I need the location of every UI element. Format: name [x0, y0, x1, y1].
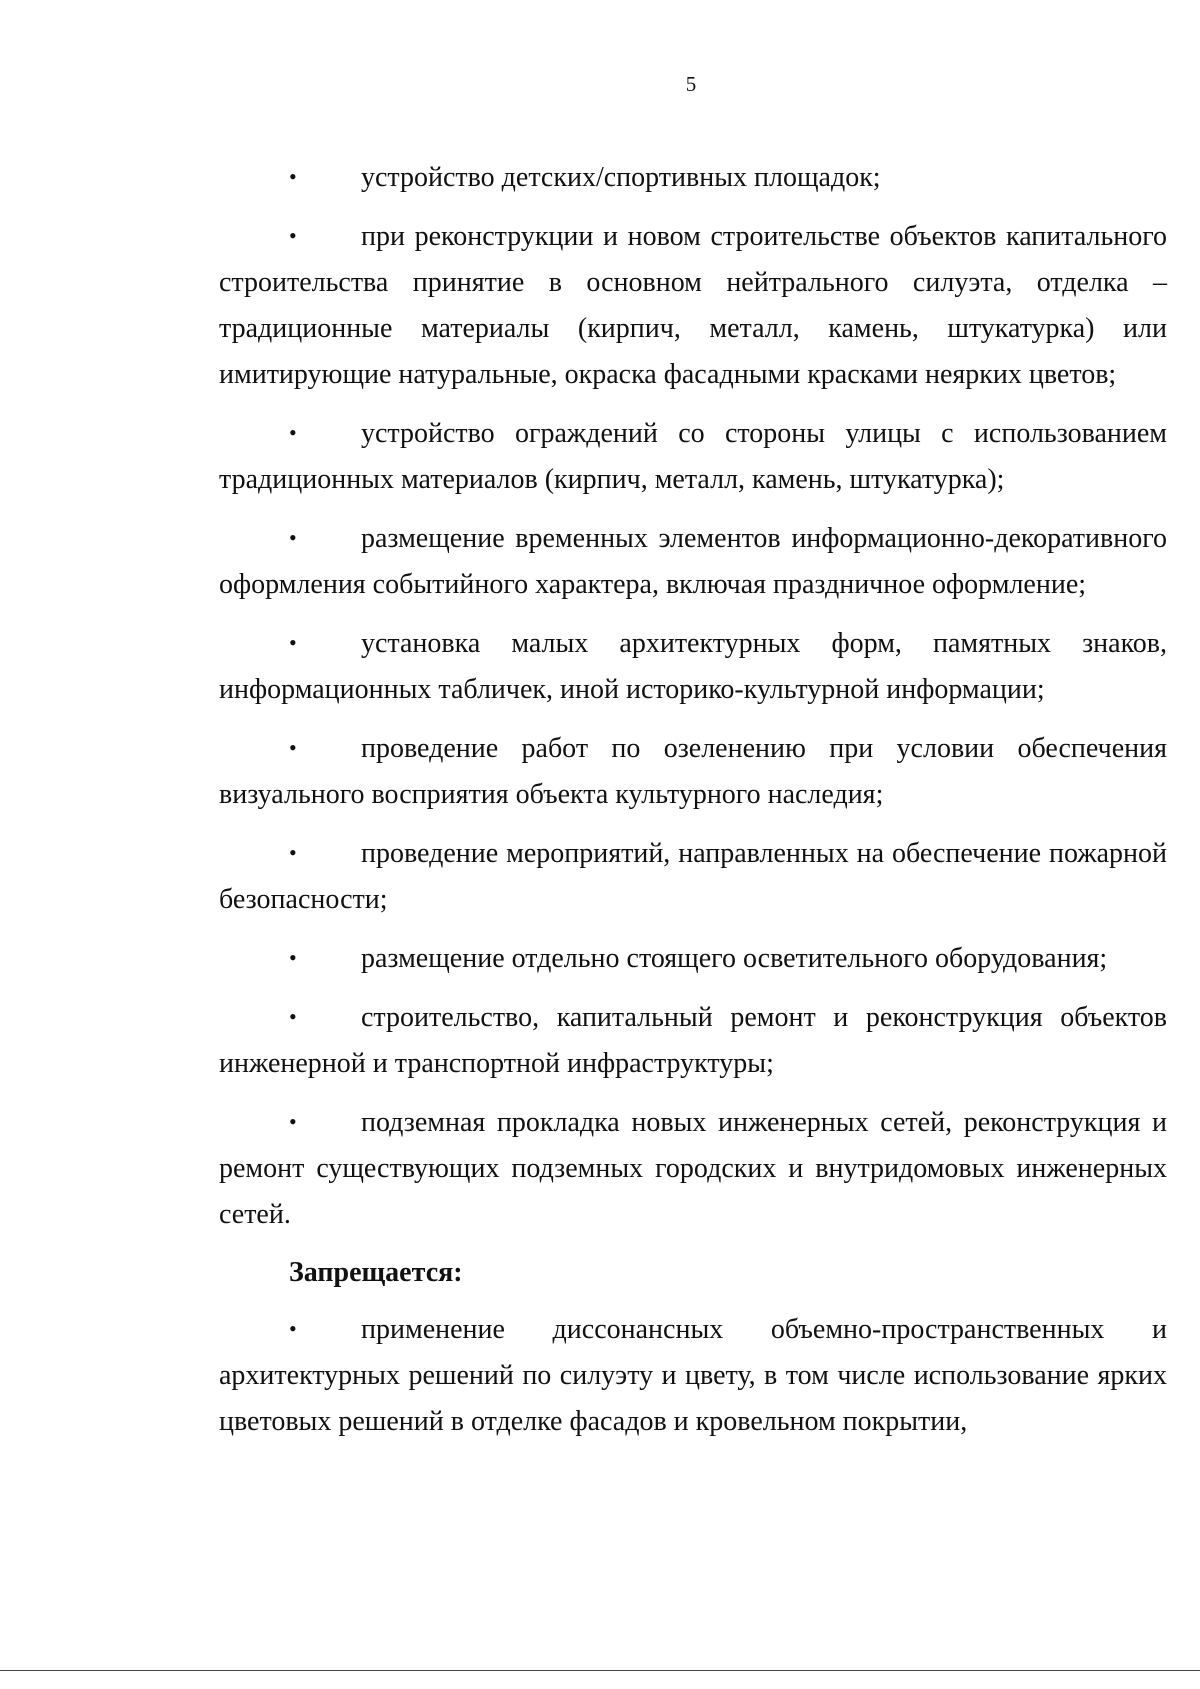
list-item: [219, 213, 1167, 398]
list-item: [219, 830, 1167, 923]
list-item: [219, 725, 1167, 818]
page-number: 5: [685, 72, 697, 96]
list-item: [219, 935, 1167, 982]
bullet-icon: •: [289, 223, 297, 248]
list-item-text: проведение работ по озеленению при условии обеспечения визуального восприятия объекта культурного наследия;: [219, 733, 1167, 810]
list-item-text: устройство детских/спортивных площадок;: [361, 162, 881, 193]
list-item: [219, 1306, 1167, 1445]
list-item-text: размещение временных элементов информационно-декоративного оформления событийного характера, включая праздничное оформление;: [219, 523, 1167, 600]
list-item-text: размещение отдельно стоящего осветительного оборудования;: [361, 943, 1108, 974]
list-item-text: проведение мероприятий, направленных на обеспечение пожарной безопасности;: [219, 838, 1167, 915]
list-item: [219, 620, 1167, 713]
bullet-icon: •: [289, 735, 297, 760]
section-heading: Запрещается:: [289, 1257, 463, 1288]
list-item: [219, 994, 1167, 1087]
document-body: [219, 154, 1167, 1457]
list-item-text: подземная прокладка новых инженерных сетей, реконструкция и ремонт существующих подземных городских и внутридомовых инженерных сетей.: [219, 1107, 1167, 1230]
bullet-icon: •: [289, 1316, 297, 1341]
list-item-text: строительство, капитальный ремонт и реконструкция объектов инженерной и транспортной инфраструктуры;: [219, 1002, 1167, 1079]
list-item-text: установка малых архитектурных форм, памятных знаков, информационных табличек, иной историко-культурной информации;: [219, 628, 1167, 705]
bullet-icon: •: [289, 164, 297, 189]
list-item-text: устройство ограждений со стороны улицы с использованием традиционных материалов (кирпич, металл, камень, штукатурка);: [219, 418, 1167, 495]
list-item-text: применение диссонансных объемно-пространственных и архитектурных решений по силуэту и цвету, в том числе использование ярких цветовых решений в отделке фасадов и кровельном покрытии,: [219, 1314, 1167, 1437]
list-item: [219, 515, 1167, 608]
bullet-icon: •: [289, 420, 297, 445]
list-item: [219, 410, 1167, 503]
bullet-icon: •: [289, 1004, 297, 1029]
page-bottom-rule: [0, 1670, 1200, 1671]
bullet-icon: •: [289, 630, 297, 655]
list-item: [219, 154, 1167, 201]
bullet-icon: •: [289, 525, 297, 550]
bullet-icon: •: [289, 1109, 297, 1134]
bullet-icon: •: [289, 945, 297, 970]
list-item-text: при реконструкции и новом строительстве объектов капитального строительства принятие в основном нейтрального силуэта, отделка – традиционные материалы (кирпич, металл, камень, штукатурка) или имитирующие натуральные, окраска фасадными красками неярких цветов;: [219, 221, 1167, 390]
list-item: [219, 1099, 1167, 1238]
bullet-icon: •: [289, 840, 297, 865]
